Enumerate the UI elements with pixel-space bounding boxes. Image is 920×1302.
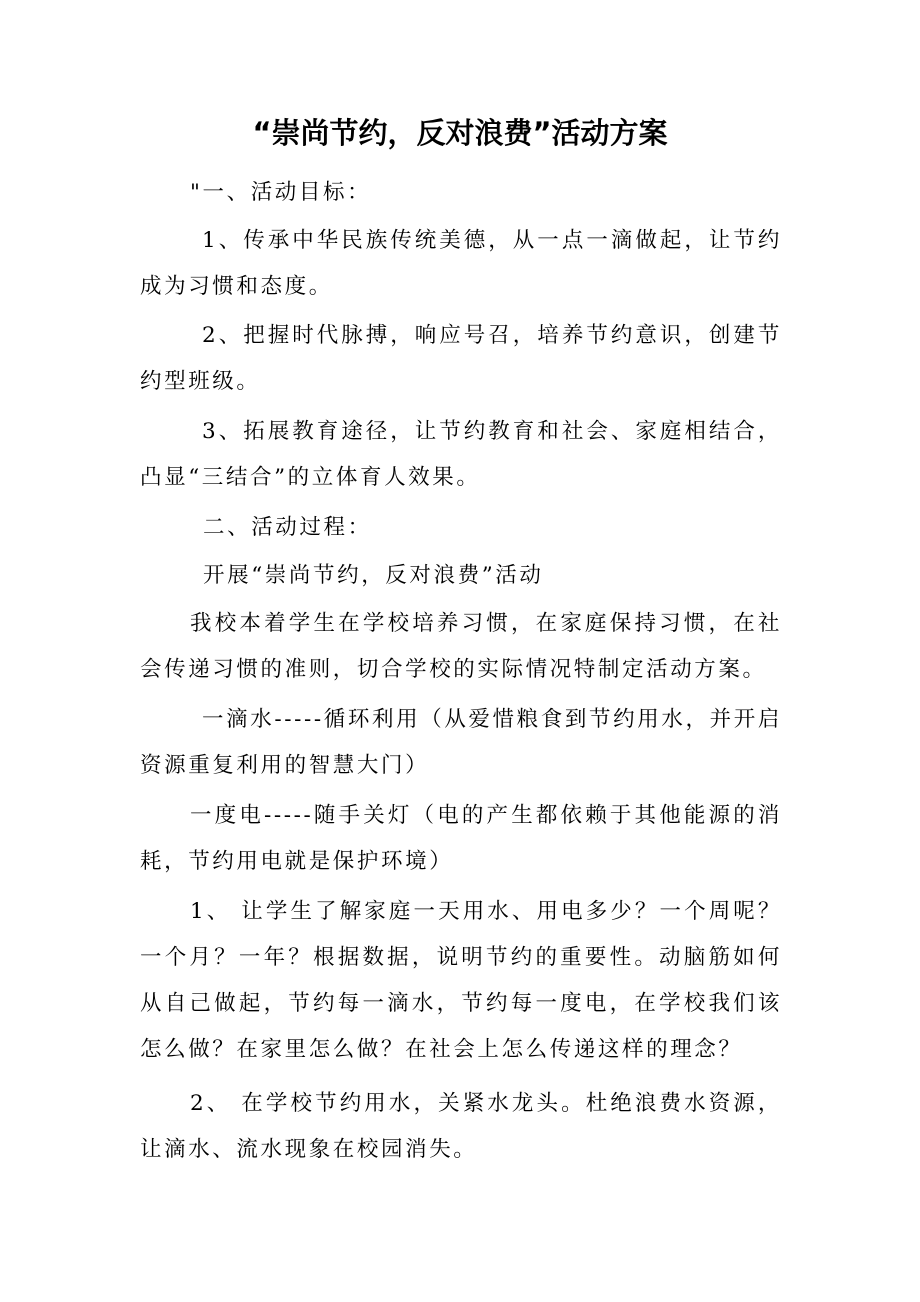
document-title: “崇尚节约，反对浪费”活动方案 xyxy=(252,116,668,150)
step-item-1: 1、 让学生了解家庭一天用水、用电多少？一个周呢？一个月？一年？根据数据，说明节约的重要性。动脑筋如何从自己做起，节约每一滴水，节约每一度电，在学校我们该怎么做？在家里怎么做？在社会上怎么传递这样的理念？ xyxy=(140,899,782,1062)
goal-item-2: 2、把握时代脉搏，响应号召，培养节约意识，创建节约型班级。 xyxy=(140,323,782,394)
water-item: 一滴水-----循环利用（从爱惜粮食到节约用水，并开启资源重复利用的智慧大门） xyxy=(140,707,782,778)
section1-heading: "一、活动目标： xyxy=(190,180,372,205)
section2-heading: 二、活动过程： xyxy=(203,515,372,540)
intro-paragraph: 我校本着学生在学校培养习惯，在家庭保持习惯，在社会传递习惯的准则，切合学校的实际情况特制定活动方案。 xyxy=(140,611,782,682)
goal-item-3: 3、拓展教育途径，让节约教育和社会、家庭相结合，凸显“三结合”的立体育人效果。 xyxy=(140,419,782,490)
step-item-2: 2、 在学校节约用水，关紧水龙头。杜绝浪费水资源，让滴水、流水现象在校园消失。 xyxy=(140,1091,782,1162)
electricity-item: 一度电-----随手关灯（电的产生都依赖于其他能源的消耗，节约用电就是保护环境） xyxy=(140,803,782,874)
activity-line: 开展“崇尚节约，反对浪费”活动 xyxy=(203,563,544,588)
goal-item-1: 1、传承中华民族传统美德，从一点一滴做起，让节约成为习惯和态度。 xyxy=(140,228,782,299)
